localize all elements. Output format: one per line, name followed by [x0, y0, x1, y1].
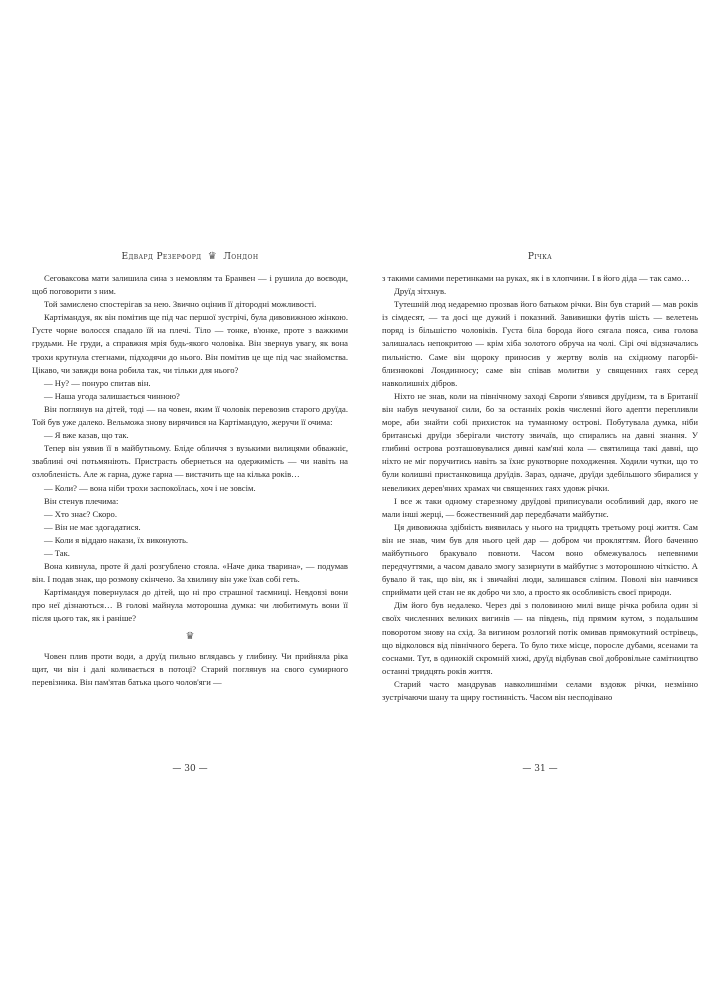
paragraph: Човен плив проти води, а друїд пильно вглядавсь у глибину. Чи прийняла ріка щит, чи він і далі коливається в потоці? Старий поглянув на свого сумирного перевізника. Він пам'ятав батька цього чолов'яги —	[32, 650, 348, 687]
paragraph: Друїд зітхнув.	[394, 286, 447, 297]
header-author: Едвард Резерфорд	[121, 252, 202, 262]
paragraph: — Так.	[44, 547, 70, 558]
paragraph: Він стенув плечима:	[44, 495, 119, 506]
paragraph: І все ж таки одному старезному друїдові приписували особливий дар, якого не мали інші жерці, — божественний дар передбачати майбутнє.	[382, 495, 698, 519]
running-header-right	[382, 250, 698, 264]
paragraph: Той замислено спостерігав за нею. Звично оцінив її дітородні можливості.	[44, 299, 317, 310]
left-paragraphs-a	[32, 272, 348, 626]
header-book-title: Лондон	[223, 252, 259, 262]
left-page	[32, 250, 348, 780]
left-paragraphs-b	[32, 650, 348, 689]
header-chapter-title: Річка	[527, 252, 553, 262]
paragraph: — Хто знає? Скоро.	[44, 508, 118, 519]
crown-icon: ♛	[207, 251, 218, 262]
paragraph: з такими самими перетинками на руках, як і в хлопчини. І в його діда — так само…	[382, 273, 690, 283]
paragraph: — Він не має здогадатися.	[44, 521, 141, 532]
paragraph: — Я вже казав, що так.	[44, 430, 129, 441]
paragraph: Ця дивовижна здібність виявилась у нього на тридцять третьому році життя. Сам він не знав, чим був для нього цей дар — добром чи прокляттям. Його баченню майбутнього бракувало повноти. Часом воно обмежувалось непевними передчуттями, а часом давало змогу зазирнути в майбутнє з моторошною чіткістю. А бувало й так, що він, як і звичайні люди, залишався сліпим. Поволі він навчився сприймати цей стан не як добро чи зло, а просто як особливість своєї природи.	[382, 521, 698, 598]
right-paragraphs	[382, 272, 698, 704]
paragraph: — Коли я віддаю накази, їх виконують.	[44, 534, 189, 545]
paragraph: Сеговаксова мати залишила сина з немовлям та Бранвен — і рушила до воєводи, щоб поговорити з ним.	[32, 273, 348, 297]
page-number-left: — 30 —	[172, 764, 208, 774]
section-ornament-icon: ♛	[185, 630, 195, 642]
paragraph: Картімандуя повернулася до дітей, що ні про страшної таємниці. Невдовзі вони про неї дізнаються… В голові майнула моторошна думка: чи любитимуть вони її після цього так, як і раніше?	[32, 587, 348, 624]
right-body-text	[382, 272, 698, 704]
left-body-text	[32, 272, 348, 689]
paragraph: — Ну? — понуро спитав він.	[44, 377, 151, 388]
paragraph: Вона кивнула, проте й далі розгублено стояла. «Наче дика тварина», — подумав він. І подав знак, що розмову скінчено. За хвилину він уже їхав собі геть.	[32, 561, 348, 585]
paragraph: Тепер він уявив її в майбутньому. Бліде обличчя з вузькими вилицями обважніє, зваблині очі потьмяніють. Пристрасть обернеться на одержимість — чи навіть на озлобленість. Але ж гарна, дуже гарна — вистачить ще на кілька років…	[32, 443, 348, 480]
paragraph: Дім його був недалеко. Через дві з половиною милі вище річка робила один зі своїх численних великих вигинів — на південь, під прямим кутом, з подальшим поворотом знову на схід. За вигином розлогий потік омивав прямокутний острівець, що відколовся від північного берега. То було тихе місце, поросле дубами, ясенами та соснами. Тут, в одинокій скромній хижі, друїд відбував свої добровільне самітництво останні тридцять років життя.	[382, 600, 698, 676]
paragraph: — Наша угода залишається чинною?	[44, 390, 180, 401]
paragraph: Картімандуя, як він помітив ще під час першої зустрічі, була дивовижною жінкою. Густе чорне волосся спадало їй на плечі. Тіло — тонке, в'юнке, проте з важкими грудьми. Не груди, а справжня мрія будь-якого чоловіка. Він звернув увагу, як вона трохи крутнула стегнами, підходячи до нього. Він помітив це ще під час знайомства. Цікаво, чи завжди вона робила так, чи тільки для нього?	[32, 312, 348, 375]
right-page	[382, 250, 698, 780]
page-number-right: — 31 —	[522, 764, 558, 774]
paragraph: — Коли? — вона ніби трохи заспокоїлась, хоч і не зовсім.	[44, 482, 256, 493]
paragraph: Ніхто не знав, коли на північному заході Європи з'явився друїдизм, та в Британії він набув нечуваної сили, бо за останніх років численні його адепти перепливли море, аби знайти собі прихисток на туманному острові. Побутувала думка, ніби британські друїди зберігали чистоту звичаїв, що спирались на давні знання. У глибині острова розташовувалися дивні кам'яні кола — святилища такі давні, що ніхто не міг поручитись навіть за їхнє рукотворне походження. Ходили чутки, що то були колишні пристанковища друїдів. Зараз, одначе, друїди здебільшого збиралися у невеликих дерев'яних храмах чи священних гаях удовж річки.	[382, 390, 698, 493]
paragraph: Старий часто мандрував навколишніми селами вздовж річки, незмінно зустрічаючи шану та щиру гостинність. Часом він несподівано	[382, 678, 698, 702]
paragraph: Тутешній люд недаремно прозвав його батьком річки. Він був старий — мав років із сімдесят, — та досі ще дужий і показний. Завивишки футів шість — велетень поряд із більшістю чоловіків. Густа біла борода його сягала пояса, сива голова залишалась непокритою — крім хіба золотого обруча на чолі. Сірі очі відзначались пильністю. Саме він щороку приносив у жертву волів на східному пагорбі-близнюкові Лондинносу; саме він співав молитви у священних гаях серед навколишніх дібров.	[382, 299, 698, 388]
running-header-left	[32, 250, 348, 264]
paragraph: Він поглянув на дітей, тоді — на човен, яким її чоловік перевозив старого друїда. Той був уже далеко. Вельможа знову вирячився на Картімандую, жеручи її очима:	[32, 403, 348, 428]
